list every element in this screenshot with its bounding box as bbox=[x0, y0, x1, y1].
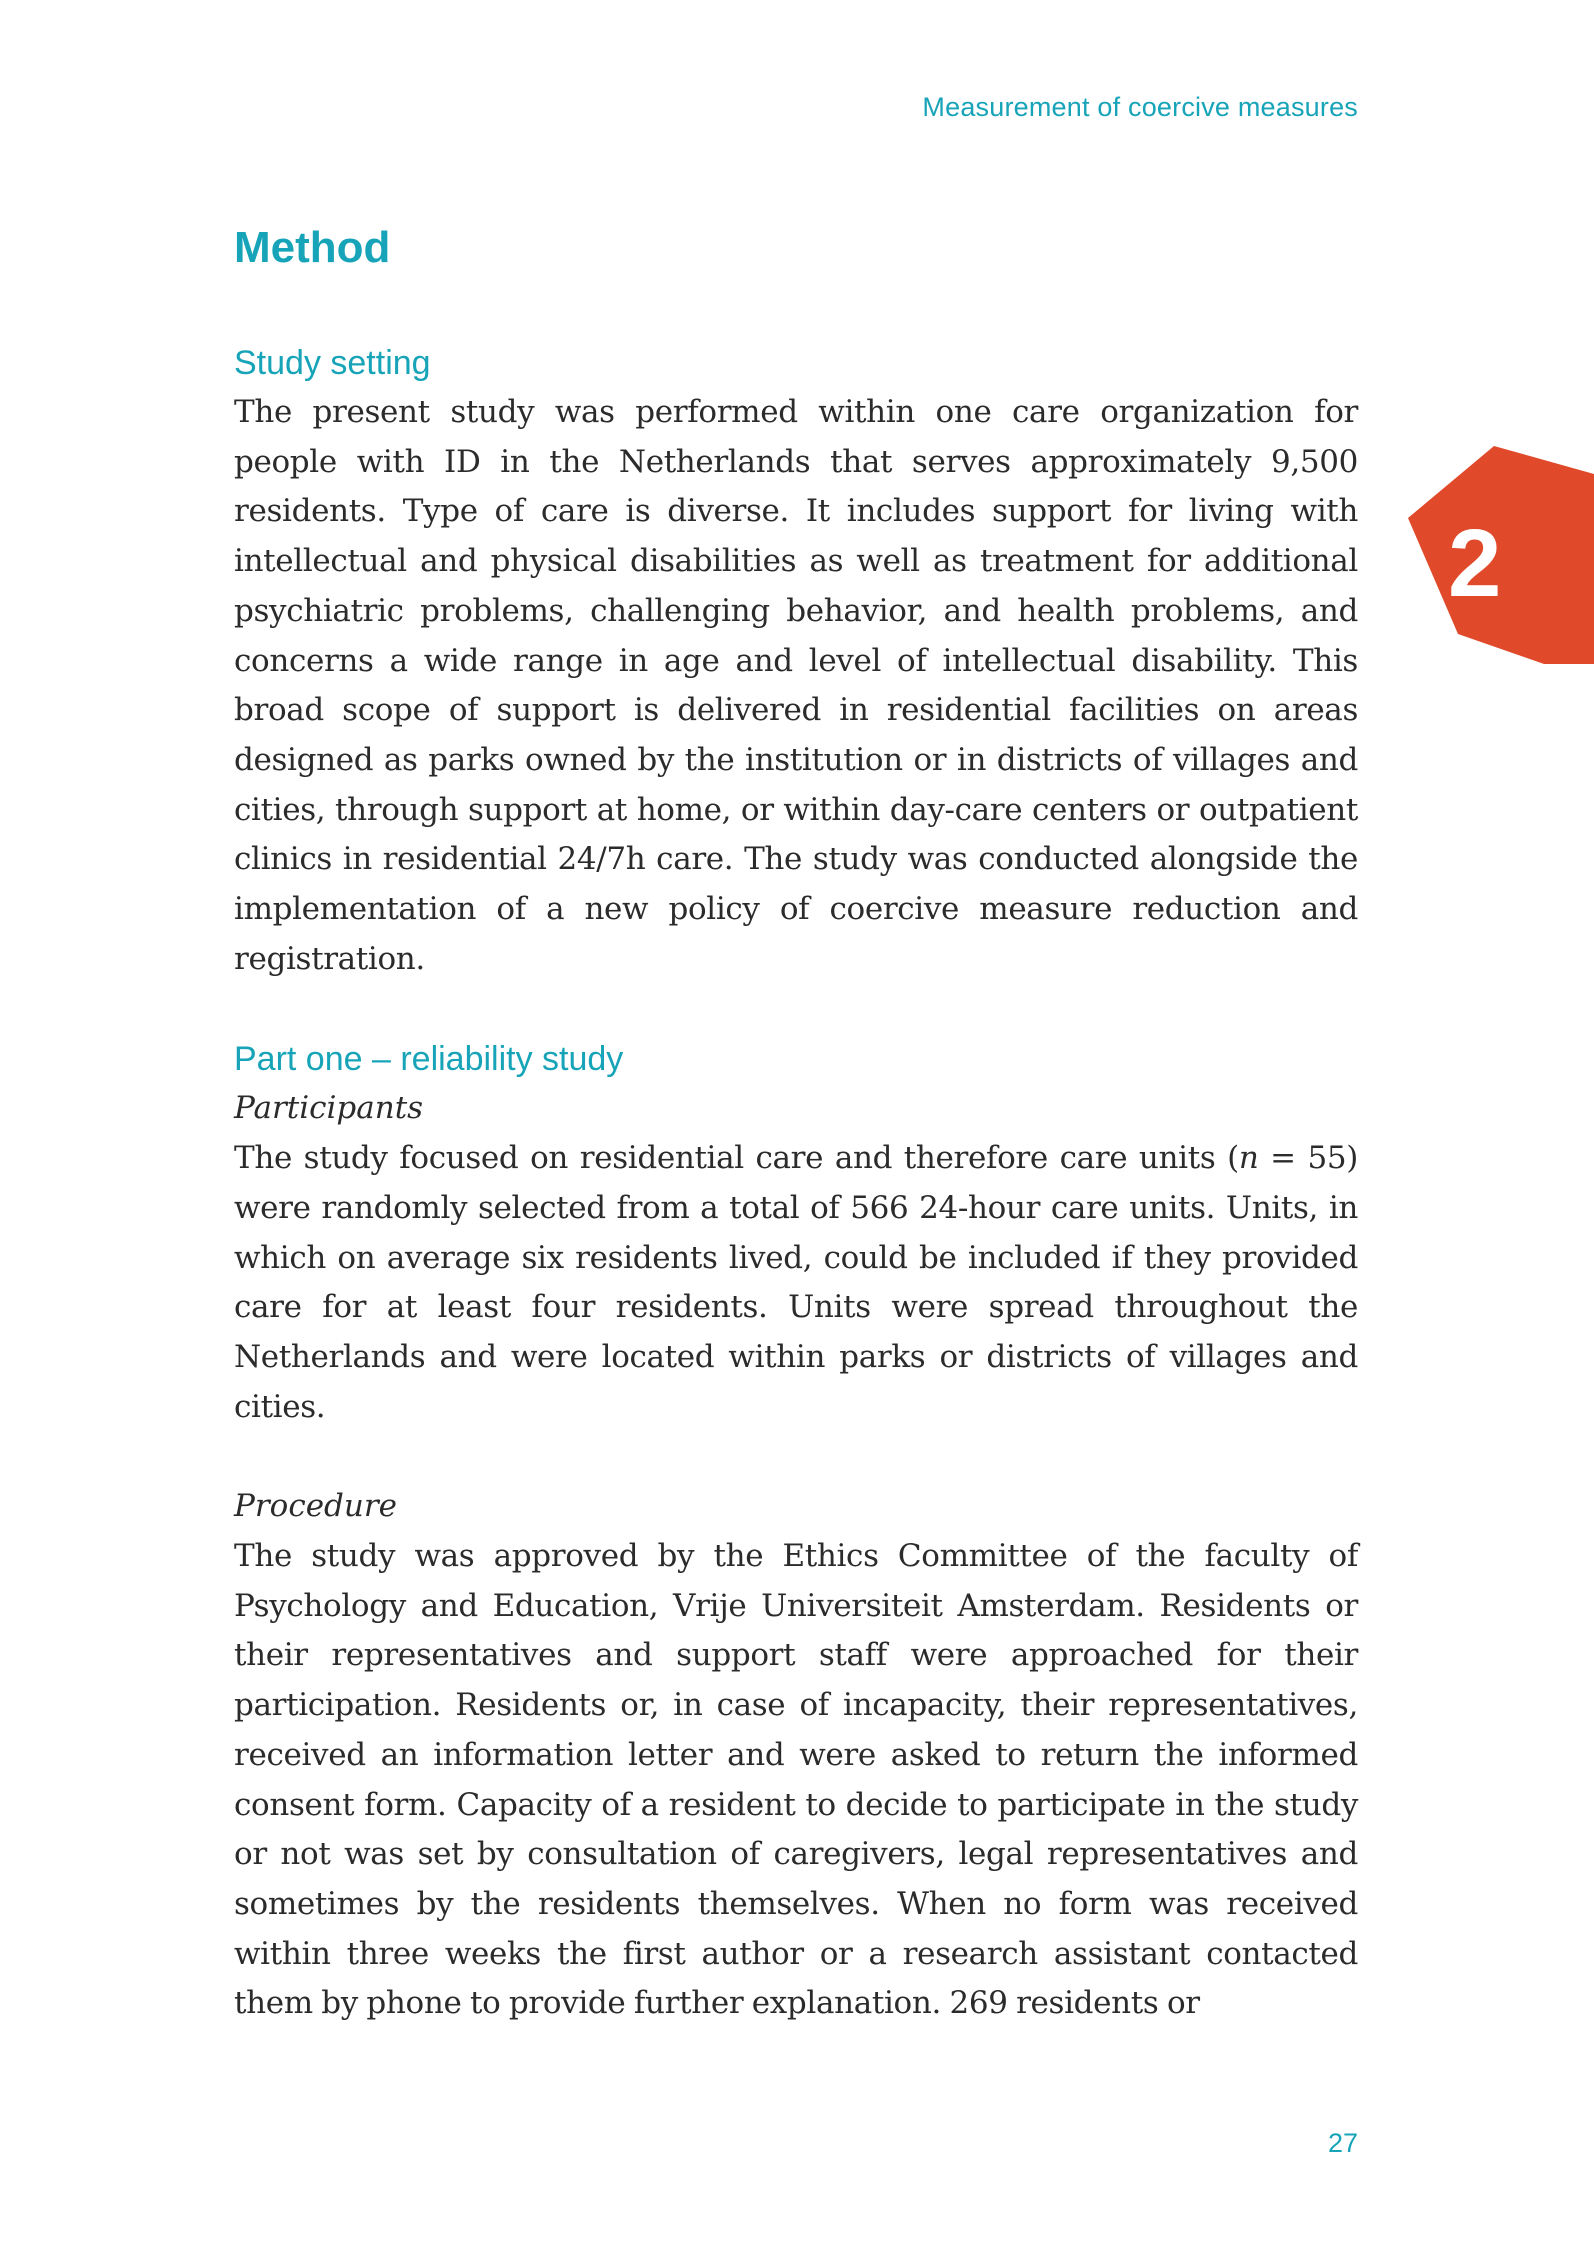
study-setting-heading: Study setting bbox=[234, 344, 431, 382]
study-setting-paragraph: The present study was performed within one care organization for people with ID in the Netherlands that serves approximately 9,500 residents. Type of care is diverse. It includes support for living with intellectual and physical disabilities as well as treatment for additional psychiatric problems, challenging behavior, and health problems, and concerns a wide range in age and level of intellectual disability. This broad scope of support is delivered in residential facilities on areas designed as parks owned by the institution or in districts of villages and cities, through support at home, or within day-care centers or outpatient clinics in residential 24/7h care. The study was conducted alongside the implementation of a new policy of coercive measure reduction and registration. bbox=[234, 394, 1358, 977]
page-content bbox=[234, 220, 1358, 2029]
page-number: 27 bbox=[1327, 2128, 1358, 2158]
participants-text-after: were randomly selected from a total of 566 24-hour care units. Units, in which on average six residents lived, could be included if they provided care for at least four residents. Units were spread throughout the Netherlands and were located within parks or districts of villages and cities. bbox=[234, 1189, 1358, 1425]
part-one-heading: Part one – reliability study bbox=[234, 1040, 624, 1079]
participants-text-before: The study focused on residential care and therefore care units ( bbox=[234, 1140, 1239, 1177]
procedure-paragraph: The study was approved by the Ethics Committee of the faculty of Psychology and Education, Vrije Universiteit Amsterdam. Residents or their representatives and support staff were approached for their participation. Residents or, in case of incapacity, their representatives, received an information letter and were asked to return the informed consent form. Capacity of a resident to decide to participate in the study or not was set by consultation of caregivers, legal representatives and sometimes by the residents themselves. When no form was received within three weeks the first author or a research assistant contacted them by phone to provide further explanation. 269 residents or bbox=[234, 1538, 1358, 2022]
running-header: Measurement of coercive measures bbox=[922, 92, 1358, 122]
section-title: Method bbox=[234, 223, 391, 272]
participants-paragraph bbox=[234, 1134, 1358, 1432]
n-symbol: n bbox=[1238, 1140, 1259, 1177]
procedure-label: Procedure bbox=[234, 1488, 398, 1525]
n-value: = 55) bbox=[1258, 1140, 1358, 1177]
chapter-tab bbox=[1408, 446, 1594, 664]
chapter-number: 2 bbox=[1448, 510, 1502, 617]
section-gap bbox=[234, 1432, 1358, 1482]
section-gap bbox=[234, 984, 1358, 1034]
participants-label: Participants bbox=[234, 1090, 424, 1127]
